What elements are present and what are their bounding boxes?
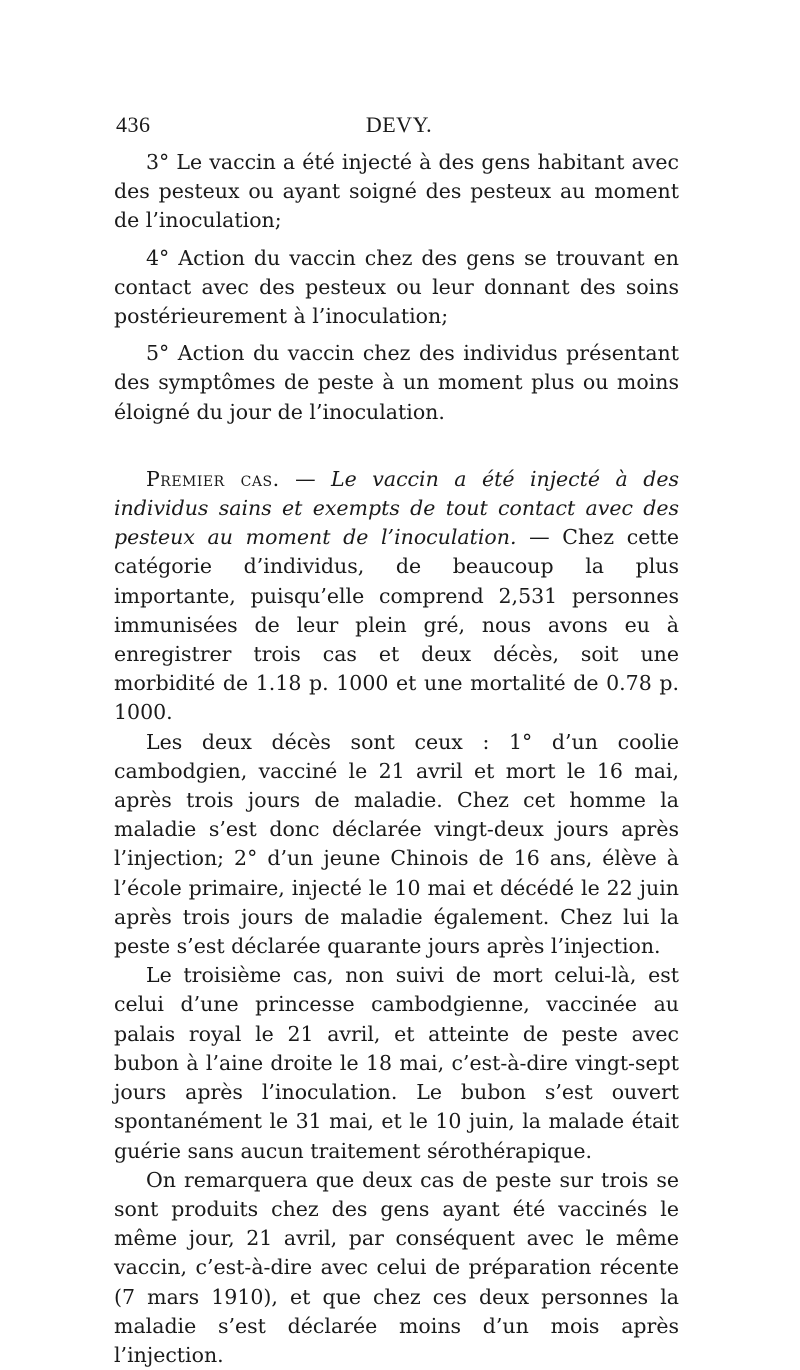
section-text: — Chez cette catégorie d’individus, de beaucoup la plus importante, puisqu’elle comprend 2,531 personnes immunisées de leur plein gré, nous avons eu à enregistrer trois cas et deux décès, soit une morbidité de 1.18 p. 1000 et une mortalité de 0.78 p. 1000.: [114, 525, 679, 725]
section-italic-title: Le vaccin a été injecté à des individus sains et exempts de tout contact avec des pesteux au moment de l’inoculation.: [114, 466, 679, 550]
heading-dash: —: [279, 466, 332, 491]
running-header: [114, 112, 684, 142]
section-heading: Premier cas.: [146, 466, 280, 491]
paragraph-troisieme-cas: Le troisième cas, non suivi de mort celui-là, est celui d’une princesse cambodgienne, vaccinée au palais royal le 21 avril, et atteinte de peste avec bubon à l’aine droite le 18 mai, c’est-à-dire vingt-sept jours après l’inoculation. Le bubon s’est ouvert spontanément le 31 mai, et le 10 juin, la malade était guérie sans aucun traitement sérothérapique.: [114, 963, 679, 1163]
list-item-5: 5° Action du vaccin chez des individus présentant des symptômes de peste à un moment plus ou moins éloigné du jour de l’inoculation.: [114, 341, 679, 424]
page-number: 436: [116, 112, 151, 137]
section-premier-cas: [114, 465, 679, 728]
list-item-3: 3° Le vaccin a été injecté à des gens habitant avec des pesteux ou ayant soigné des pesteux au moment de l’inoculation;: [114, 150, 679, 233]
paragraph-deces: Les deux décès sont ceux : 1° d’un coolie cambodgien, vacciné le 21 avril et mort le 16 mai, après trois jours de maladie. Chez cet homme la maladie s’est donc déclarée vingt-deux jours après l’injection; 2° d’un jeune Chinois de 16 ans, élève à l’école primaire, injecté le 10 mai et décédé le 22 juin après trois jours de maladie également. Chez lui la peste s’est déclarée quarante jours après l’injection.: [114, 729, 679, 959]
paragraph-remarque: On remarquera que deux cas de peste sur trois se sont produits chez des gens ayant été vaccinés le même jour, 21 avril, par conséquent avec le même vaccin, c’est-à-dire avec celui de préparation récente (7 mars 1910), et que chez ces deux personnes la maladie s’est déclarée moins d’un mois après l’injection.: [114, 1167, 679, 1367]
list-item-4: 4° Action du vaccin chez des gens se trouvant en contact avec des pesteux ou leur donnant des soins postérieurement à l’inoculation;: [114, 245, 679, 329]
body-text: [114, 148, 679, 1370]
running-title: DEVY.: [365, 112, 433, 137]
